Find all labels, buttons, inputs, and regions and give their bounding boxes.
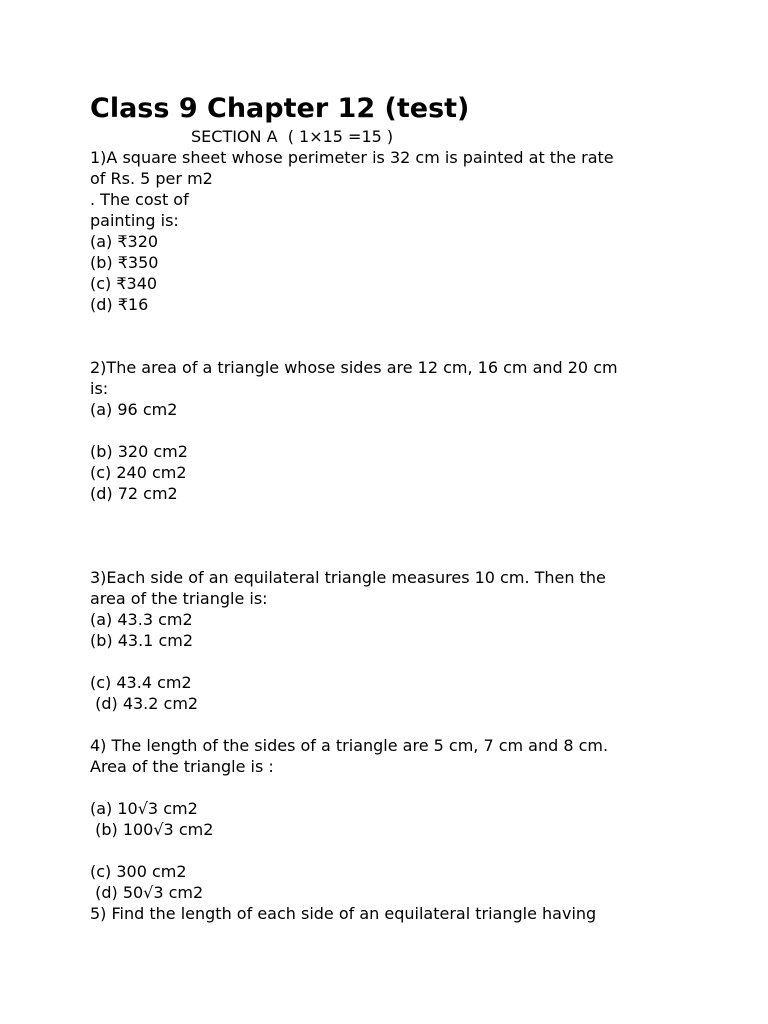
text-line: area of the triangle is:	[90, 589, 268, 608]
text-line	[90, 777, 730, 798]
text-line	[90, 546, 730, 567]
text-line: (d) 72 cm2	[90, 484, 178, 503]
text-line	[90, 840, 730, 861]
text-line: (d) 50√3 cm2	[90, 883, 204, 902]
section-heading: SECTION A ( 1×15 =15 )	[191, 127, 394, 146]
text-line	[90, 714, 730, 735]
text-line: (b) ₹350	[90, 253, 159, 272]
text-line: Area of the triangle is :	[90, 757, 274, 776]
text-line: (c) 300 cm2	[90, 862, 187, 881]
text-line: 1)A square sheet whose perimeter is 32 cm is painted at the rate	[90, 148, 614, 167]
text-line: (a) 96 cm2	[90, 400, 178, 419]
page-title: Class 9 Chapter 12 (test)	[90, 93, 470, 124]
text-line: (a) 43.3 cm2	[90, 610, 193, 629]
text-line	[90, 651, 730, 672]
text-line: . The cost of	[90, 190, 189, 209]
text-line	[90, 504, 730, 525]
text-line: of Rs. 5 per m2	[90, 169, 213, 188]
text-line	[90, 420, 730, 441]
text-line: 5) Find the length of each side of an equilateral triangle having	[90, 904, 597, 923]
text-line: (a) ₹320	[90, 232, 159, 251]
text-line	[90, 525, 730, 546]
text-line: 4) The length of the sides of a triangle are 5 cm, 7 cm and 8 cm.	[90, 736, 609, 755]
text-line: painting is:	[90, 211, 179, 230]
text-line: (c) 43.4 cm2	[90, 673, 192, 692]
text-line: (d) ₹16	[90, 295, 149, 314]
text-line: (d) 43.2 cm2	[90, 694, 199, 713]
document-page	[90, 92, 730, 924]
text-line: (c) 240 cm2	[90, 463, 187, 482]
text-line: (b) 100√3 cm2	[90, 820, 214, 839]
text-line: (a) 10√3 cm2	[90, 799, 198, 818]
text-line: (b) 43.1 cm2	[90, 631, 193, 650]
text-line: (c) ₹340	[90, 274, 158, 293]
text-line: is:	[90, 379, 109, 398]
question-list	[90, 147, 730, 924]
text-line	[90, 315, 730, 336]
text-line	[90, 336, 730, 357]
text-line: 2)The area of a triangle whose sides are 12 cm, 16 cm and 20 cm	[90, 358, 618, 377]
text-line: (b) 320 cm2	[90, 442, 188, 461]
text-line: 3)Each side of an equilateral triangle measures 10 cm. Then the	[90, 568, 606, 587]
